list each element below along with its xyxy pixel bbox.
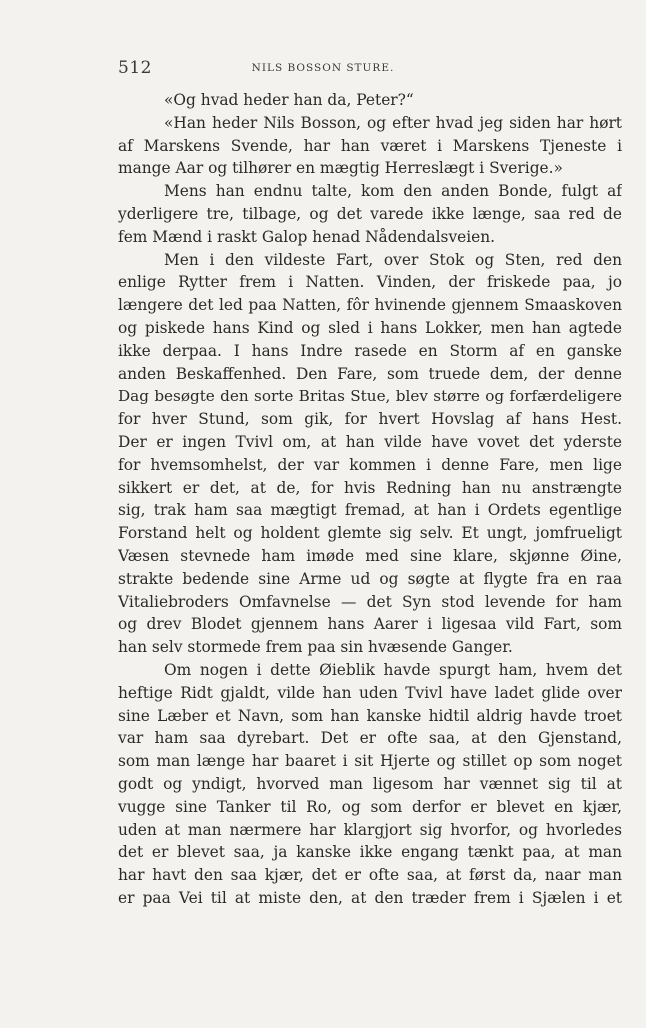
running-title: NILS BOSSON STURE. [251,62,395,74]
text-line: har havt den saa kjær, det er ofte saa, at først da, naar man [118,866,622,885]
text-line: yderligere tre, tilbage, og det varede ikke længe, saa red de [118,204,622,223]
text-line: anden Beskaffenhed. Den Fare, som truede dem, der denne [118,364,622,383]
body-text [118,89,622,910]
text-line: og drev Blodet gjennem hans Aarer i ligesaa vild Fart, som [118,615,622,634]
text-line: for hvemsomhelst, der var kommen i denne Fare, men lige [118,455,622,474]
text-line: og piskede hans Kind og sled i hans Lokker, men han agtede [118,318,622,337]
text-line: for hver Stund, som gik, for hvert Hovslag af hans Hest. [118,410,622,429]
page-number: 512 [118,58,152,78]
text-line: mange Aar og tilhører en mægtig Herreslægt i Sverige.» [118,159,563,178]
text-line: Om nogen i dette Øieblik havde spurgt ham, hvem det [164,660,622,679]
text-line: heftige Ridt gjaldt, vilde han uden Tvivl have ladet glide over [118,683,622,702]
text-line: uden at man nærmere har klargjort sig hvorfor, og hvorledes [118,820,622,839]
text-line: Væsen stevnede ham imøde med sine klare, skjønne Øine, [118,546,622,565]
text-line: han selv stormede frem paa sin hvæsende Ganger. [118,638,513,657]
text-line: Men i den vildeste Fart, over Stok og Sten, red den [164,250,622,269]
text-line: «Han heder Nils Bosson, og efter hvad jeg siden har hørt [164,113,622,132]
text-line: ikke derpaa. I hans Indre rasede en Storm af en ganske [118,341,622,360]
text-line: var ham saa dyrebart. Det er ofte saa, at den Gjenstand, [118,729,622,748]
text-line: enlige Rytter frem i Natten. Vinden, der friskede paa, jo [118,273,622,292]
text-line: Der er ingen Tvivl om, at han vilde have vovet det yderste [118,432,622,451]
text-line: Vitaliebroders Omfavnelse — det Syn stod levende for ham [118,592,622,611]
text-line: Dag besøgte den sorte Britas Stue, blev større og forfærdeligere [118,387,622,406]
text-line: godt og yndigt, hvorved man ligesom har vænnet sig til at [118,774,622,793]
text-line: vugge sine Tanker til Ro, og som derfor er blevet en kjær, [118,797,622,816]
text-line: sig, trak ham saa mægtigt fremad, at han i Ordets egentlige [118,501,622,520]
text-line: er paa Vei til at miste den, at den træder frem i Sjælen i et [118,888,622,907]
text-line: strakte bedende sine Arme ud og søgte at flygte fra en raa [118,569,622,588]
text-line: af Marskens Svende, har han været i Marskens Tjeneste i [118,136,622,155]
text-line: fem Mænd i raskt Galop henad Nådendalsveien. [118,227,496,246]
text-line: Mens han endnu talte, kom den anden Bonde, fulgt af [164,182,622,201]
text-line: «Og hvad heder han da, Peter?“ [164,91,414,109]
text-line: som man længe har baaret i sit Hjerte og stillet op som noget [118,752,622,771]
text-line: længere det led paa Natten, fôr hvinende gjennem Smaaskoven [118,296,622,315]
text-line: det er blevet saa, ja kanske ikke engang tænkt paa, at man [118,843,622,862]
text-line: Forstand helt og holdent glemte sig selv. Et ungt, jomfrueligt [118,524,622,543]
text-line: sine Læber et Navn, som han kanske hidtil aldrig havde troet [118,706,622,725]
text-line: sikkert er det, at de, for hvis Redning han nu anstrængte [118,478,622,497]
